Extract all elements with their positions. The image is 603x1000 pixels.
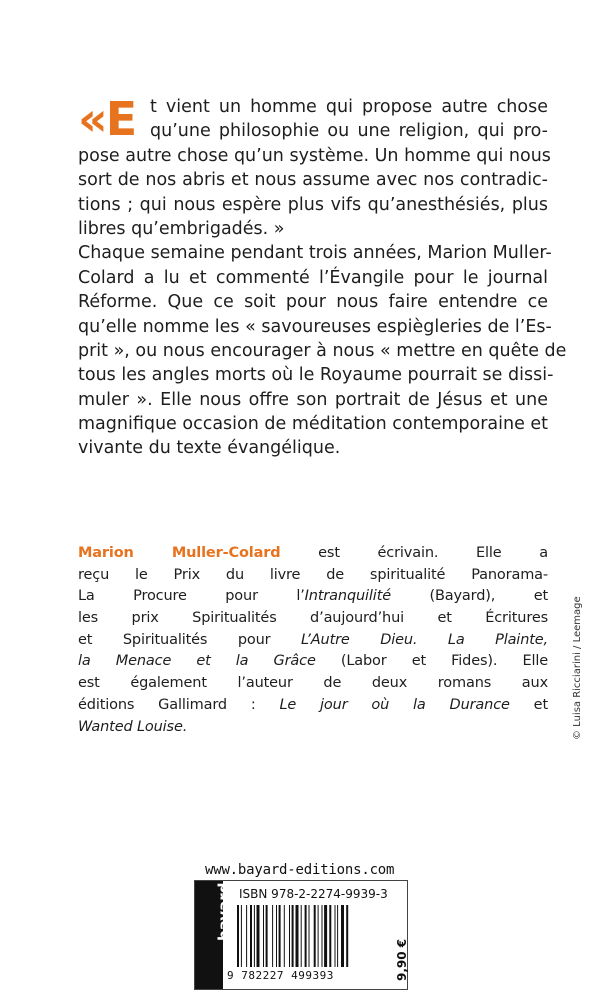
bio-line: reçu le Prix du livre de spiritualité Panorama- [78,566,548,583]
book-title: Le jour où la Durance [279,696,510,713]
blurb-line: tions ; qui nous espère plus vifs qu’anesthésiés, plus [78,194,548,215]
price-label: 9,90 € [395,938,409,981]
blurb-line: magnifique occasion de méditation contemporaine et [78,414,549,435]
isbn-label: ISBN 978-2-2274-9939-3 [239,887,388,901]
bio-text: (Bayard), et [391,588,548,605]
barcode-digits: 9 782227 499393 [227,969,334,982]
bio-line [78,543,548,565]
blurb-line: vivante du texte évangélique. [78,438,341,459]
blurb-line: Chaque semaine pendant trois années, Marion Muller- [78,243,552,264]
bio-text: et Spiritualités pour [78,631,301,648]
bio-line: est également l’auteur de deux romans aux [78,675,548,692]
book-title: L’Autre Dieu. La Plainte, [300,631,548,648]
back-cover-blurb [78,92,567,461]
publisher-logo [195,881,233,989]
barcode-panel [194,880,408,990]
blurb-line: prit », ou nous encourager à nous « mettre en quête de [78,340,567,361]
author-bio [78,543,548,738]
bio-line [78,651,548,673]
blurb-line: pose autre chose qu’un système. Un homme qui nous [78,145,551,166]
publisher-logo-text: bayard [215,882,233,941]
blurb-line: Réforme. Que ce soit pour nous faire entendre ce [78,292,548,313]
drop-cap-quote: «E [78,92,136,146]
blurb-line: qu’une philosophie ou une religion, qui pro- [150,121,548,142]
photo-credit: © Luisa Ricciarini / Leemage [572,596,583,740]
bio-text: La Procure pour l’ [78,588,305,605]
publisher-website: www.bayard-editions.com [205,862,395,878]
bio-line: les prix Spiritualités d’aujourd’hui et Écritures [78,610,548,627]
blurb-line: libres qu’embrigadés. » [78,218,285,239]
bio-text: est écrivain. Elle a [280,545,548,561]
blurb-line: Colard a lu et commenté l’Évangile pour le journal [78,267,548,288]
book-title: Intranquilité [304,588,391,605]
blurb-line: muler ». Elle nous offre son portrait de Jésus et une [78,389,548,410]
barcode-bars [235,905,385,967]
blurb-line: tous les angles morts où le Royaume pourrait se dissi- [78,365,554,386]
bio-line [78,586,548,608]
book-title: Wanted Louise. [78,718,188,735]
bio-line [78,695,548,717]
bio-text: éditions Gallimard : [78,696,280,713]
author-name: Marion Muller-Colard [78,545,281,561]
bio-text: et [509,696,548,713]
book-title: la Menace et la Grâce [78,653,316,670]
blurb-line: qu’elle nomme les « savoureuses espiègleries de l’Es- [78,316,552,337]
blurb-line-text: t vient un homme qui propose autre chose [150,97,548,117]
blurb-line: sort de nos abris et nous assume avec nos contradic- [78,170,548,191]
bio-line [78,630,548,652]
bio-text: (Labor et Fides). Elle [315,653,548,670]
